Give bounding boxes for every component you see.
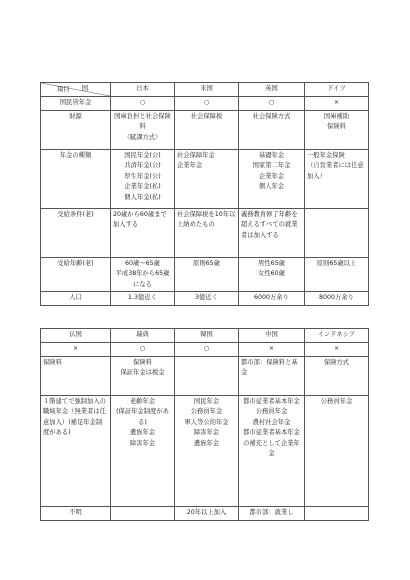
row-label: 人口 [41,292,111,306]
cell: ○ [111,343,175,357]
country-header: 英国 [239,83,305,97]
pension-table-other-countries [40,328,369,521]
cell: 男性65歳 女性60歳 [239,257,305,292]
cell: 保険方式 [305,356,369,395]
cell: 社会保障年金 企業年金 [175,149,239,208]
table-row [41,97,369,111]
table-row [41,110,369,149]
table-row [41,208,369,257]
header-corner-country: 国 [81,85,88,92]
cell: 不明 [41,506,111,520]
cell: 都市部：就業し [239,506,305,520]
cell: ○ [175,343,239,357]
row-label: 受給条件(老) [41,208,111,257]
cell: 都市従業者基本年金 公務員年金 農村社会年金 都市従業者基本年金の補充として企業年金 [239,395,305,506]
country-header: インドネシア [305,329,369,343]
cell: 8000万余り [305,292,369,306]
diagonal-line [41,83,110,96]
cell: 6000万余り [239,292,305,306]
row-label: 年金の種類 [41,149,111,208]
cell: ○ [111,97,175,111]
cell: 1.3億近く [111,292,175,306]
cell [175,356,239,395]
cell: 原則65歳以上 [305,257,369,292]
cell [305,208,369,257]
cell: 社会保険方式 [239,110,305,149]
cell: ○ [239,97,305,111]
cell: 老齢年金 (保証年金制度がある) 遺族年金 障害年金 [111,395,175,506]
country-header: 韓国 [175,329,239,343]
country-header: 日本 [111,83,175,97]
cell: 一般年金保険 （自営業者には任意加入） [305,149,369,208]
cell: 保険料 [41,356,111,395]
header-corner-cell [41,83,111,97]
cell: 原則65歳 [175,257,239,292]
country-header: ドイツ [305,83,369,97]
cell: 国庫負担と社会保険料 （賦課方式） [111,110,175,149]
cell: 義務教育修了年齢を超えるすべての就業者は加入する [239,208,305,257]
cell: 基礎年金 国家第二年金 企業年金 個人年金 [239,149,305,208]
cell: 都市部：保険料と基金 [239,356,305,395]
cell: 3億近く [175,292,239,306]
cell: 国民年金 公務員年金 軍人等公的年金 障害年金 遺族年金 [175,395,239,506]
cell: 20歳から60歳まで加入する [111,208,175,257]
table-row [41,395,369,506]
country-header: 中国 [239,329,305,343]
cell: 公務員年金 [305,395,369,506]
pension-table-main [40,82,369,306]
cell: 60歳～65歳 平成38年から65歳になる [111,257,175,292]
row-label: 受給年齢(老) [41,257,111,292]
cell: 保険料 保証年金は税金 [111,356,175,395]
cell: × [41,343,111,357]
table-row [41,506,369,520]
table-row [41,343,369,357]
table-row [41,292,369,306]
cell: 20年以上加入 [175,506,239,520]
cell: × [305,97,369,111]
table-row [41,257,369,292]
country-header: 仏国 [41,329,111,343]
header-corner-item: 項目 [57,85,70,93]
row-label: 国民皆年金 [41,97,111,111]
cell [111,506,175,520]
cell: 社会保障税 [175,110,239,149]
cell: 国民年金(公) 共済年金(公) 厚生年金(公) 企業年金(私) 個人年金(私) [111,149,175,208]
cell: × [239,343,305,357]
table-row [41,149,369,208]
country-header: 瑞典 [111,329,175,343]
country-header: 米国 [175,83,239,97]
cell: 社会保障税を10年以上納めたもの [175,208,239,257]
row-label: 財源 [41,110,111,149]
cell: 国庫補助 保険料 [305,110,369,149]
table-row [41,356,369,395]
cell: ○ [175,97,239,111]
cell: １階建てで強制加入の職域年金（無業者は任意加入）(補足年金制度がある) [41,395,111,506]
cell: × [305,343,369,357]
cell [305,506,369,520]
